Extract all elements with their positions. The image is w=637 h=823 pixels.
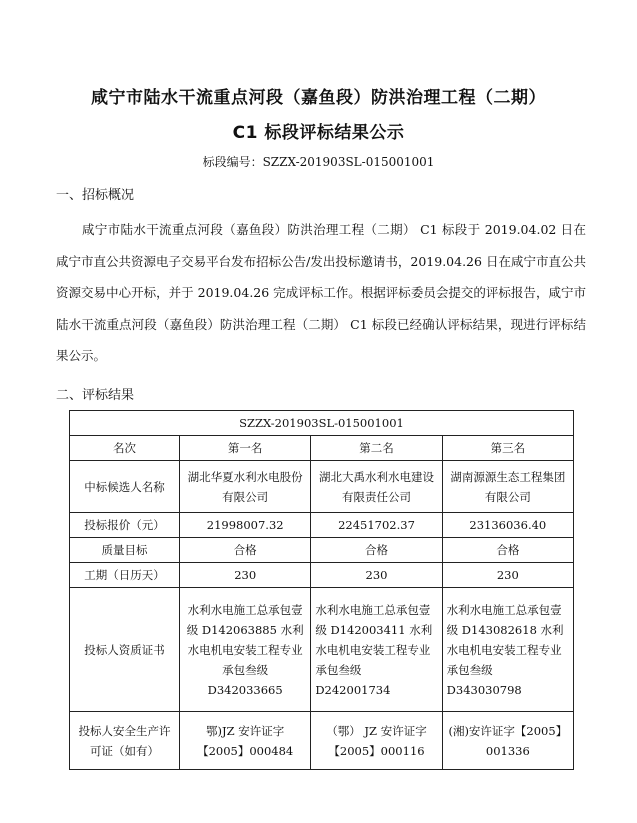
table-row <box>70 513 574 538</box>
table-cell: 合格 <box>180 538 311 563</box>
document-title: 咸宁市陆水干流重点河段（嘉鱼段）防洪治理工程（二期） <box>91 88 546 108</box>
header-second: 第二名 <box>311 436 442 461</box>
header-first: 第一名 <box>180 436 311 461</box>
section-heading-overview: 一、招标概况 <box>56 188 135 203</box>
table-row <box>70 461 574 513</box>
table-row <box>70 538 574 563</box>
document-subtitle: C1 标段评标结果公示 <box>232 123 405 143</box>
row-label: 投标人安全生产许可证（如有） <box>70 712 180 770</box>
results-table <box>69 410 574 770</box>
row-label: 投标报价（元） <box>70 513 180 538</box>
table-cell: 230 <box>180 563 311 588</box>
table-cell: 湖南源源生态工程集团有限公司 <box>442 461 573 513</box>
table-caption: SZZX-201903SL-015001001 <box>70 411 574 436</box>
section-heading-results: 二、评标结果 <box>56 388 135 403</box>
overview-paragraph: 咸宁市陆水干流重点河段（嘉鱼段）防洪治理工程（二期） C1 标段于 2019.04.02 日在咸宁市直公共资源电子交易平台发布招标公告/发出投标邀请书，2019.04.26 日在咸宁市直公共资源交易中心开标，并于 2019.04.26 完成评标工作。根据评标委员会提交的评标报告，咸宁市陆水干流重点河段（嘉鱼段）防洪治理工程（二期） C1 标段已经确认评标结果，现进行评标结果公示。 <box>56 222 586 363</box>
table-row <box>70 563 574 588</box>
table-cell: 230 <box>442 563 573 588</box>
table-header-row <box>70 436 574 461</box>
table-row <box>70 712 574 770</box>
table-cell: 22451702.37 <box>311 513 442 538</box>
table-cell: 湖北大禹水利水电建设有限责任公司 <box>311 461 442 513</box>
table-cell: （鄂） JZ 安许证字【2005】000116 <box>311 712 442 770</box>
table-cell: 水利水电施工总承包壹级 D143082618 水利水电机电安装工程专业承包叁级 D343030798 <box>442 588 573 712</box>
table-cell: 鄂)JZ 安许证字【2005】000484 <box>180 712 311 770</box>
row-label: 中标候选人名称 <box>70 461 180 513</box>
table-cell: 23136036.40 <box>442 513 573 538</box>
table-cell: 21998007.32 <box>180 513 311 538</box>
row-label: 工期（日历天） <box>70 563 180 588</box>
table-cell: 水利水电施工总承包壹级 D142003411 水利水电机电安装工程专业承包叁级 D242001734 <box>311 588 442 712</box>
table-cell: 水利水电施工总承包壹级 D142063885 水利水电机电安装工程专业承包叁级 D342033665 <box>180 588 311 712</box>
row-label: 质量目标 <box>70 538 180 563</box>
section-code: 标段编号：SZZX-201903SL-015001001 <box>202 155 435 169</box>
header-third: 第三名 <box>442 436 573 461</box>
table-row <box>70 588 574 712</box>
table-cell: 合格 <box>311 538 442 563</box>
row-label: 投标人资质证书 <box>70 588 180 712</box>
table-cell: 230 <box>311 563 442 588</box>
table-cell: 湖北华夏水利水电股份有限公司 <box>180 461 311 513</box>
header-rank: 名次 <box>70 436 180 461</box>
table-cell: 合格 <box>442 538 573 563</box>
table-cell: (湘)安许证字【2005】001336 <box>442 712 573 770</box>
